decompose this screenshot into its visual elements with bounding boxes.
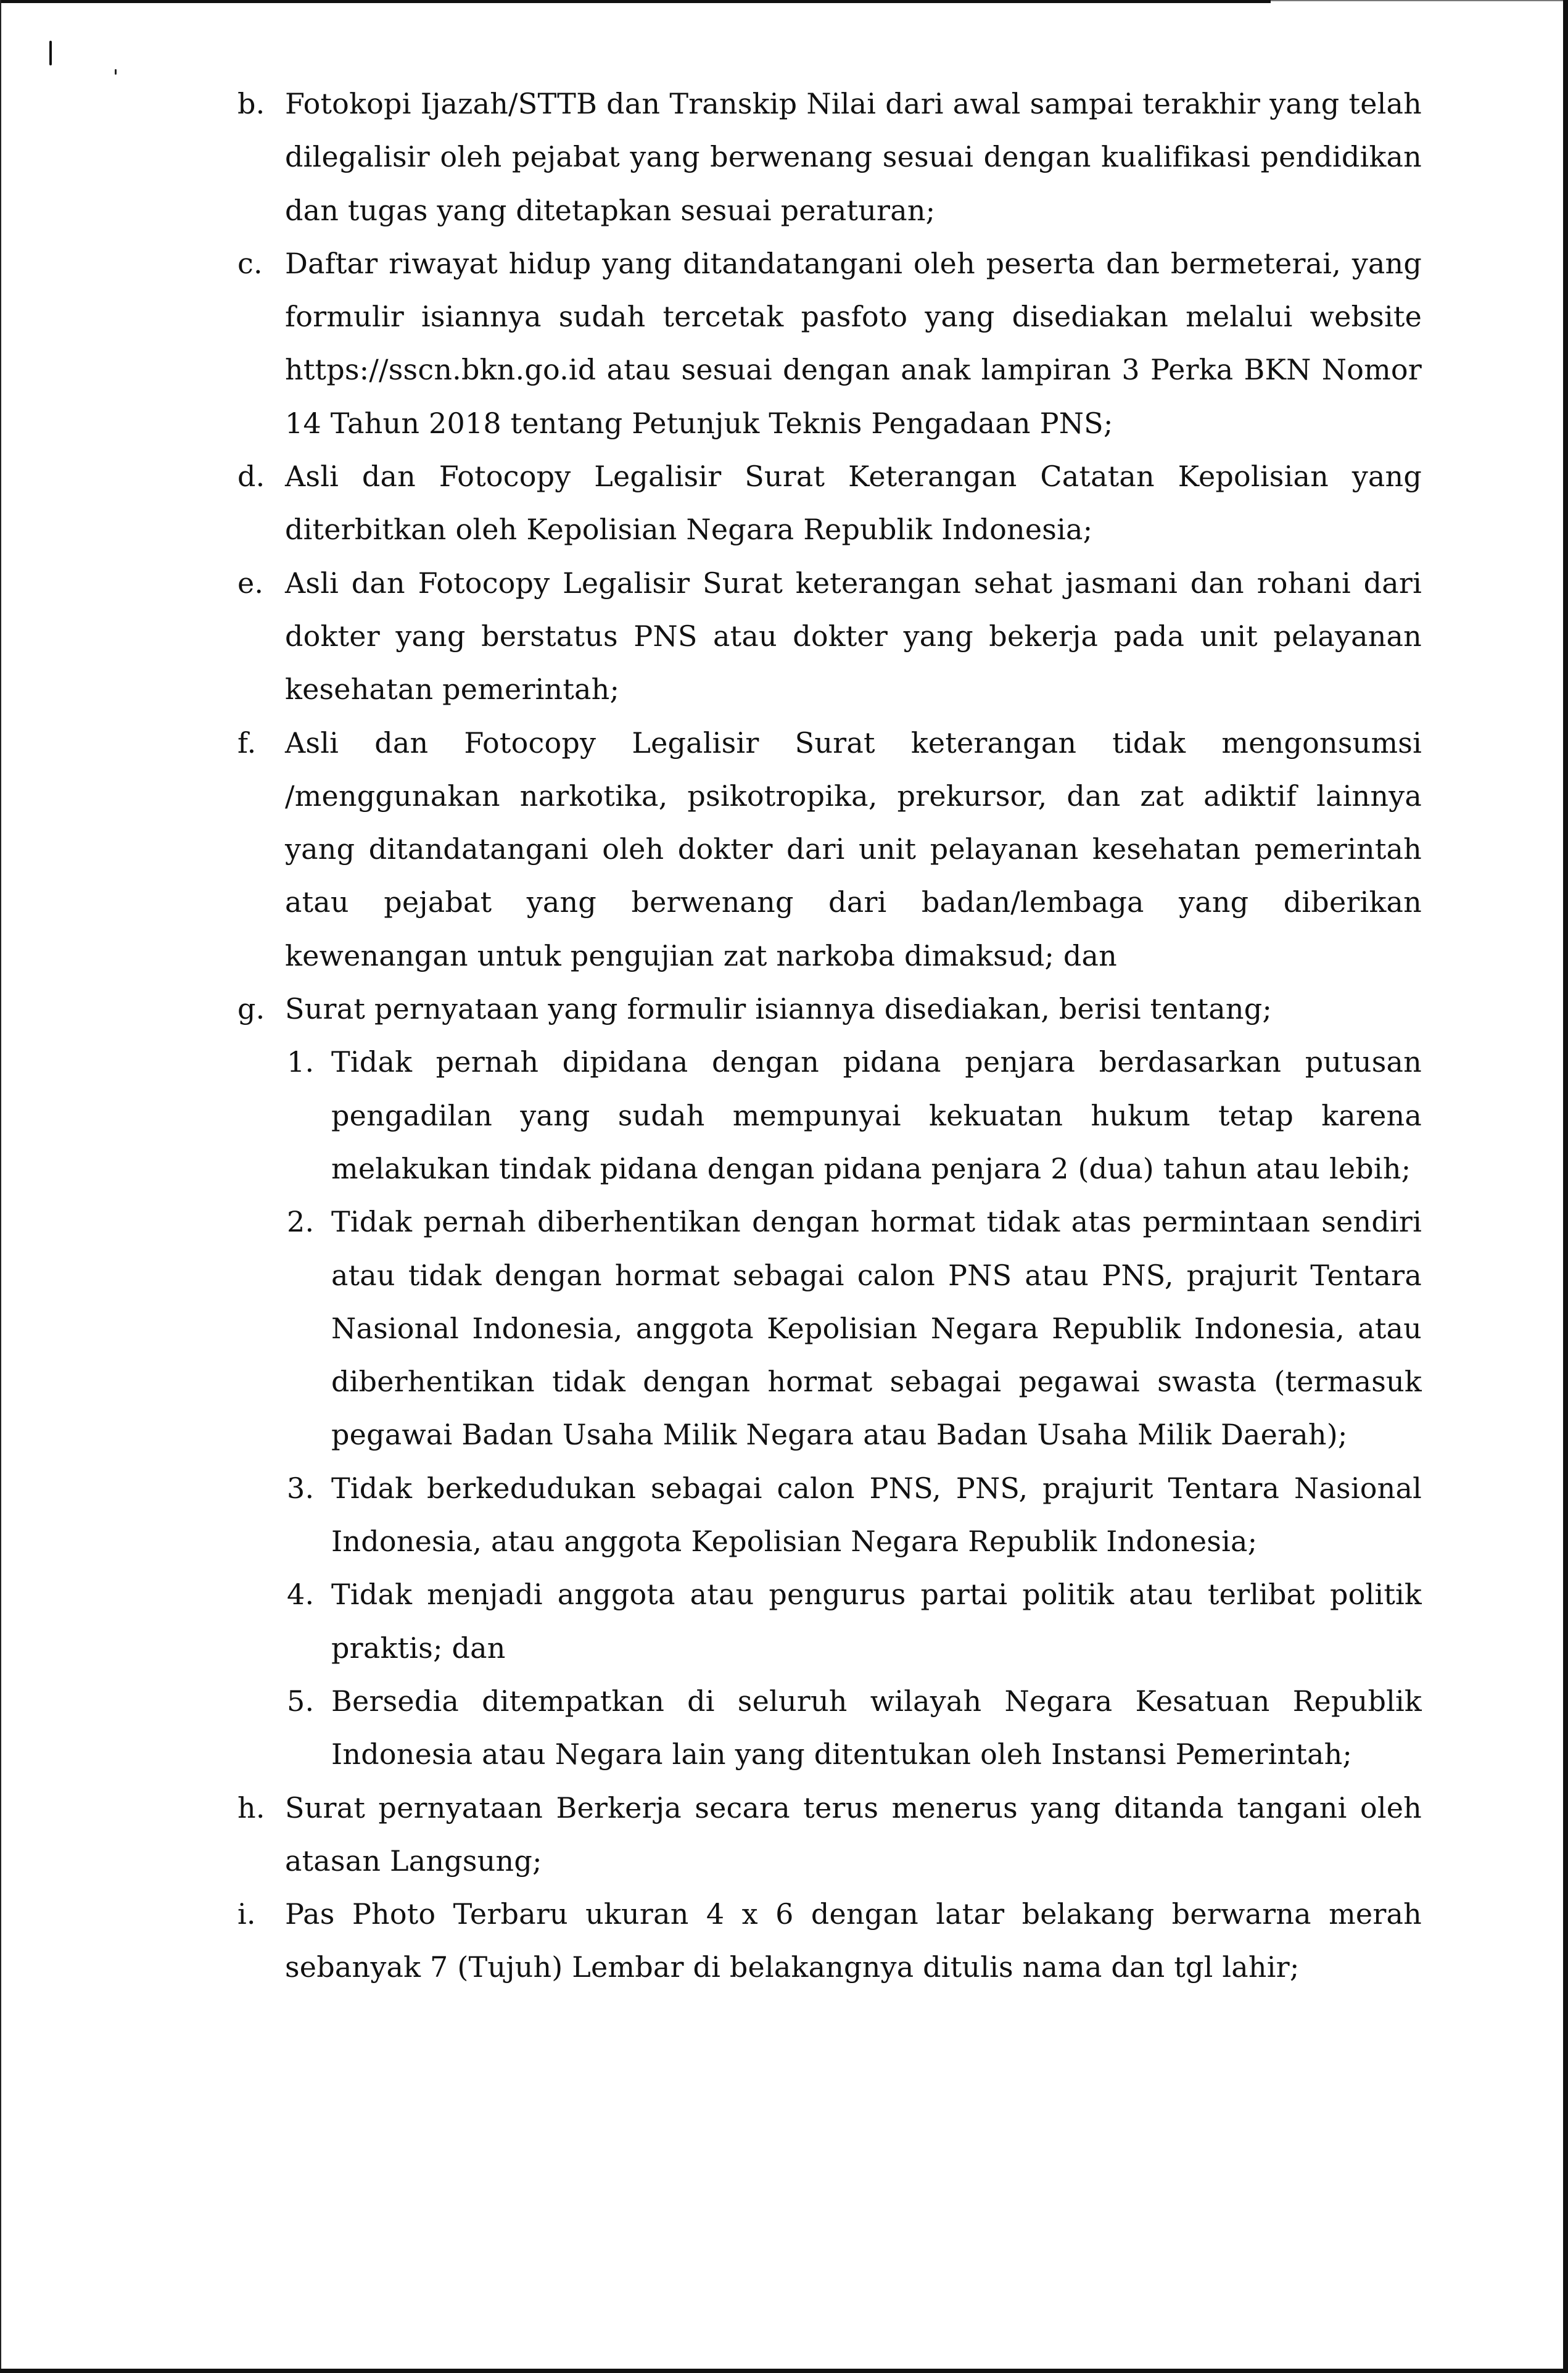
sublist-item-3 — [287, 1462, 1422, 1568]
list-item-text: Surat pernyataan Berkerja secara terus menerus yang ditanda tangani oleh atasan Langsung; — [285, 1791, 1422, 1878]
list-item-d — [237, 450, 1422, 557]
sublist-item-text: Bersedia ditempatkan di seluruh wilayah Negara Kesatuan Republik Indonesia atau Negara lain yang ditentukan oleh Instansi Pemerintah; — [331, 1684, 1422, 1771]
sublist-item-1 — [287, 1035, 1422, 1195]
sublist-item-label: 3. — [287, 1471, 315, 1505]
list-item-b — [237, 77, 1422, 237]
sublist-item-label: 1. — [287, 1045, 315, 1079]
sublist-item-5 — [287, 1675, 1422, 1781]
scan-artifact-mark — [49, 41, 52, 65]
list-item-c — [237, 237, 1422, 450]
list-item-text: Asli dan Fotocopy Legalisir Surat keterangan tidak mengonsumsi /menggunakan narkotika, psikotropika, prekursor, dan zat adiktif lainnya yang ditandatangani oleh dokter dari unit pelayanan kesehatan pemerintah atau pejabat yang berwenang dari badan/lembaga yang diberikan kewenangan untuk pengujian zat narkoba dimaksud; dan — [285, 726, 1422, 972]
scan-border-right — [1563, 0, 1568, 2373]
list-item-text: Asli dan Fotocopy Legalisir Surat keterangan sehat jasmani dan rohani dari dokter yang berstatus PNS atau dokter yang bekerja pada unit pelayanan kesehatan pemerintah; — [285, 566, 1422, 706]
scan-border-left — [0, 0, 1, 2373]
list-item-label: c. — [237, 246, 263, 280]
sublist-item-text: Tidak pernah diberhentikan dengan hormat tidak atas permintaan sendiri atau tidak dengan hormat sebagai calon PNS atau PNS, prajurit Tentara Nasional Indonesia, anggota Kepolisian Negara Republik Indonesia, atau diberhentikan tidak dengan hormat sebagai pegawai swasta (termasuk pegawai Badan Usaha Milik Negara atau Badan Usaha Milik Daerah); — [331, 1205, 1422, 1452]
sublist-item-label: 2. — [287, 1205, 315, 1239]
list-item-label: g. — [237, 992, 265, 1026]
sublist-item-2 — [287, 1195, 1422, 1461]
list-item-i — [237, 1887, 1422, 1994]
list-item-text: Daftar riwayat hidup yang ditandatangani oleh peserta dan bermeterai, yang formulir isiannya sudah tercetak pasfoto yang disediakan melalui website https://sscn.bkn.go.id atau sesuai dengan anak lampiran 3 Perka BKN Nomor 14 Tahun 2018 tentang Petunjuk Teknis Pengadaan PNS; — [285, 246, 1422, 440]
requirements-list — [237, 77, 1422, 1994]
list-item-label: e. — [237, 566, 264, 600]
list-item-label: f. — [237, 726, 257, 760]
scan-artifact-dot — [115, 69, 117, 75]
list-item-label: h. — [237, 1791, 265, 1824]
scan-border-top-faint — [1271, 0, 1568, 1]
list-item-label: b. — [237, 87, 265, 120]
list-item-text: Fotokopi Ijazah/STTB dan Transkip Nilai dari awal sampai terakhir yang telah dilegalisir oleh pejabat yang berwenang sesuai dengan kualifikasi pendidikan dan tugas yang ditetapkan sesuai peraturan; — [285, 87, 1422, 227]
sublist-item-text: Tidak menjadi anggota atau pengurus partai politik atau terlibat politik praktis; dan — [331, 1578, 1422, 1665]
list-item-text: Pas Photo Terbaru ukuran 4 x 6 dengan latar belakang berwarna merah sebanyak 7 (Tujuh) Lembar di belakangnya ditulis nama dan tgl lahir; — [285, 1897, 1422, 1984]
list-item-h — [237, 1781, 1422, 1888]
list-item-label: d. — [237, 460, 265, 494]
list-item-e — [237, 557, 1422, 716]
sublist-item-text: Tidak pernah dipidana dengan pidana penjara berdasarkan putusan pengadilan yang sudah mempunyai kekuatan hukum tetap karena melakukan tindak pidana dengan pidana penjara 2 (dua) tahun atau lebih; — [331, 1045, 1422, 1185]
list-item-label: i. — [237, 1897, 256, 1931]
list-item-f — [237, 716, 1422, 982]
list-item-g — [237, 982, 1422, 1035]
scan-border-bottom — [0, 2369, 1568, 2373]
sublist-item-text: Tidak berkedudukan sebagai calon PNS, PNS, prajurit Tentara Nasional Indonesia, atau anggota Kepolisian Negara Republik Indonesia; — [331, 1471, 1422, 1559]
list-item-text: Surat pernyataan yang formulir isiannya disediakan, berisi tentang; — [285, 992, 1273, 1026]
scan-border-top — [0, 0, 1271, 3]
sublist-item-label: 5. — [287, 1684, 315, 1718]
sublist-item-4 — [287, 1568, 1422, 1675]
list-item-text: Asli dan Fotocopy Legalisir Surat Keterangan Catatan Kepolisian yang diterbitkan oleh Kepolisian Negara Republik Indonesia; — [285, 460, 1422, 547]
sublist-item-label: 4. — [287, 1578, 315, 1612]
